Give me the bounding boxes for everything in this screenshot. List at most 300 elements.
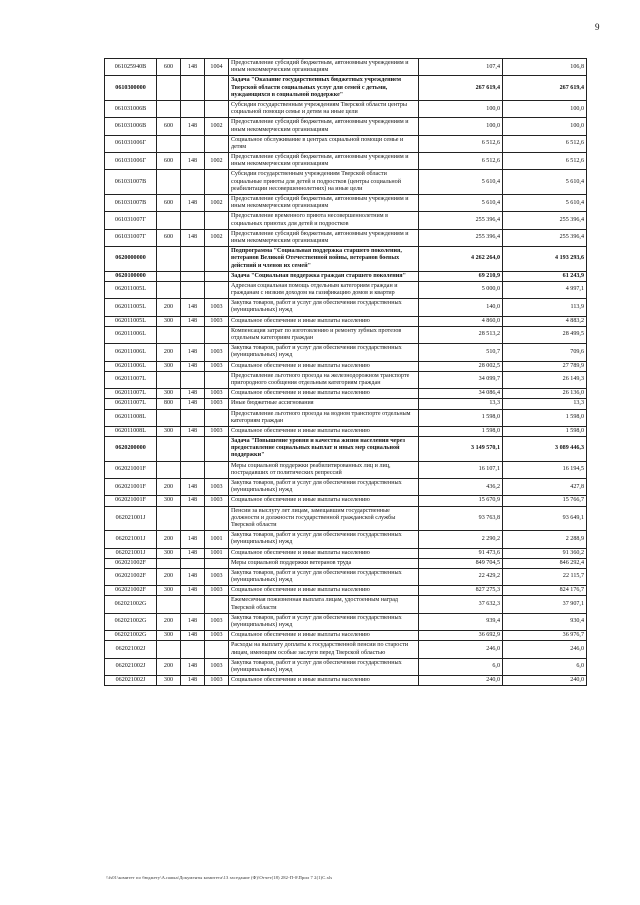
table-row: [105, 371, 587, 388]
expense-type-cell: 600: [157, 195, 181, 212]
expense-type-cell: 200: [157, 531, 181, 548]
planned-amount-cell: 4 860,0: [419, 316, 503, 326]
target-article-code-cell: 062021002G: [105, 631, 157, 641]
actual-amount-cell: 4 193 293,6: [503, 247, 587, 272]
expense-type-cell: 800: [157, 399, 181, 409]
section-code-cell: [205, 100, 229, 117]
target-article-code-cell: 062011008L: [105, 409, 157, 426]
department-code-cell: [181, 641, 205, 658]
description-cell: Субсидия государственным учреждениям Тверской области центры социальной помощи семье и детям на иные цели: [229, 100, 419, 117]
department-code-cell: 148: [181, 399, 205, 409]
section-code-cell: 1003: [205, 361, 229, 371]
target-article-code-cell: 061031007Г: [105, 212, 157, 229]
department-code-cell: 148: [181, 531, 205, 548]
planned-amount-cell: 140,0: [419, 299, 503, 316]
table-row: [105, 531, 587, 548]
expense-type-cell: 600: [157, 59, 181, 76]
department-code-cell: 148: [181, 586, 205, 596]
target-article-code-cell: 061025940В: [105, 59, 157, 76]
target-article-code-cell: 062011005L: [105, 281, 157, 298]
table-row: [105, 118, 587, 135]
table-row: [105, 496, 587, 506]
target-article-code-cell: 062011006L: [105, 326, 157, 343]
planned-amount-cell: 28 002,5: [419, 361, 503, 371]
department-code-cell: [181, 558, 205, 568]
planned-amount-cell: 15 670,9: [419, 496, 503, 506]
planned-amount-cell: 4 262 264,0: [419, 247, 503, 272]
expense-type-cell: [157, 506, 181, 531]
planned-amount-cell: 255 396,4: [419, 229, 503, 246]
section-code-cell: 1003: [205, 496, 229, 506]
description-cell: Предоставление льготного проезда на водном транспорте отдельным категориям граждан: [229, 409, 419, 426]
planned-amount-cell: 246,0: [419, 641, 503, 658]
expense-type-cell: [157, 271, 181, 281]
department-code-cell: 148: [181, 229, 205, 246]
actual-amount-cell: 26 136,0: [503, 389, 587, 399]
planned-amount-cell: 939,4: [419, 613, 503, 630]
table-row: [105, 247, 587, 272]
description-cell: Закупка товаров, работ и услуг для обеспечения государственных (муниципальных) нужд: [229, 613, 419, 630]
planned-amount-cell: 436,2: [419, 479, 503, 496]
description-cell: Предоставление временного приюта несовершеннолетним в социальных приютах для детей и подростков: [229, 212, 419, 229]
department-code-cell: 148: [181, 344, 205, 361]
table-row: [105, 426, 587, 436]
department-code-cell: [181, 596, 205, 613]
section-code-cell: 1003: [205, 316, 229, 326]
expense-type-cell: 600: [157, 118, 181, 135]
target-article-code-cell: 062021002F: [105, 558, 157, 568]
expense-type-cell: 200: [157, 658, 181, 675]
actual-amount-cell: 4 997,1: [503, 281, 587, 298]
expense-type-cell: 300: [157, 631, 181, 641]
section-code-cell: 1003: [205, 613, 229, 630]
expense-type-cell: 300: [157, 676, 181, 686]
description-cell: Социальное обеспечение и иные выплаты населению: [229, 389, 419, 399]
description-cell: Задача "Повышение уровня и качества жизни населения через предоставление социальных выплат и иных мер социальной поддержки": [229, 437, 419, 462]
department-code-cell: 148: [181, 59, 205, 76]
department-code-cell: 148: [181, 153, 205, 170]
department-code-cell: 148: [181, 299, 205, 316]
table-row: [105, 153, 587, 170]
section-code-cell: [205, 170, 229, 195]
description-cell: Предоставление субсидий бюджетным, автономным учреждениям и иным некоммерческим организациям: [229, 195, 419, 212]
actual-amount-cell: 13,3: [503, 399, 587, 409]
section-code-cell: 1003: [205, 426, 229, 436]
description-cell: Закупка товаров, работ и услуг для обеспечения государственных (муниципальных) нужд: [229, 479, 419, 496]
target-article-code-cell: 061031006В: [105, 100, 157, 117]
section-code-cell: 1003: [205, 658, 229, 675]
expense-type-cell: [157, 596, 181, 613]
target-article-code-cell: 0620200000: [105, 437, 157, 462]
table-row: [105, 299, 587, 316]
planned-amount-cell: 2 290,2: [419, 531, 503, 548]
table-body: [105, 59, 587, 686]
target-article-code-cell: 062021002F: [105, 568, 157, 585]
table-row: [105, 326, 587, 343]
planned-amount-cell: 3 149 570,1: [419, 437, 503, 462]
department-code-cell: [181, 437, 205, 462]
section-code-cell: [205, 135, 229, 152]
table-row: [105, 344, 587, 361]
target-article-code-cell: 061031007В: [105, 170, 157, 195]
actual-amount-cell: 255 396,4: [503, 212, 587, 229]
expense-type-cell: [157, 170, 181, 195]
department-code-cell: 148: [181, 568, 205, 585]
planned-amount-cell: 827 275,3: [419, 586, 503, 596]
actual-amount-cell: 91 360,2: [503, 548, 587, 558]
table-row: [105, 676, 587, 686]
description-cell: Подпрограмма "Социальная поддержка старшего поколения, ветеранов Великой Отечественной войны, ветеранов боевых действий и членов их семей": [229, 247, 419, 272]
table-row: [105, 135, 587, 152]
department-code-cell: 148: [181, 118, 205, 135]
expense-type-cell: [157, 326, 181, 343]
expense-type-cell: 300: [157, 361, 181, 371]
department-code-cell: 148: [181, 361, 205, 371]
actual-amount-cell: 27 789,9: [503, 361, 587, 371]
actual-amount-cell: 106,8: [503, 59, 587, 76]
section-code-cell: 1001: [205, 548, 229, 558]
expense-type-cell: [157, 100, 181, 117]
section-code-cell: [205, 76, 229, 101]
table-row: [105, 316, 587, 326]
target-article-code-cell: 062021002F: [105, 586, 157, 596]
actual-amount-cell: 16 194,5: [503, 461, 587, 478]
description-cell: Задача "Оказание государственных бюджетных учреждением Тверской области социальных услуг для семей с детьми, нуждающихся в социальной поддержке": [229, 76, 419, 101]
actual-amount-cell: 6,0: [503, 658, 587, 675]
planned-amount-cell: 6 512,6: [419, 153, 503, 170]
department-code-cell: [181, 170, 205, 195]
section-code-cell: 1003: [205, 299, 229, 316]
planned-amount-cell: 13,3: [419, 399, 503, 409]
table-row: [105, 409, 587, 426]
section-code-cell: 1002: [205, 195, 229, 212]
description-cell: Адресная социальная помощь отдельным категориям граждан и гражданам с низким доходом на газификацию домов и квартир: [229, 281, 419, 298]
planned-amount-cell: 1 598,0: [419, 426, 503, 436]
expense-type-cell: [157, 371, 181, 388]
section-code-cell: 1003: [205, 399, 229, 409]
actual-amount-cell: 15 766,7: [503, 496, 587, 506]
planned-amount-cell: 107,4: [419, 59, 503, 76]
department-code-cell: [181, 281, 205, 298]
actual-amount-cell: 2 288,9: [503, 531, 587, 548]
target-article-code-cell: 061031006Г: [105, 153, 157, 170]
table-row: [105, 170, 587, 195]
table-row: [105, 586, 587, 596]
department-code-cell: 148: [181, 631, 205, 641]
section-code-cell: [205, 212, 229, 229]
description-cell: Социальное обеспечение и иные выплаты населению: [229, 586, 419, 596]
expense-type-cell: 200: [157, 299, 181, 316]
description-cell: Социальное обеспечение и иные выплаты населению: [229, 496, 419, 506]
budget-expenditure-table: [104, 58, 587, 686]
planned-amount-cell: 255 396,4: [419, 212, 503, 229]
description-cell: Ежемесячная пожизненная выплата лицам, удостоенным наград Тверской области: [229, 596, 419, 613]
target-article-code-cell: 062021001F: [105, 479, 157, 496]
section-code-cell: 1003: [205, 389, 229, 399]
planned-amount-cell: 5 610,4: [419, 195, 503, 212]
actual-amount-cell: 5 610,4: [503, 170, 587, 195]
department-code-cell: [181, 212, 205, 229]
planned-amount-cell: 6,0: [419, 658, 503, 675]
planned-amount-cell: 37 632,3: [419, 596, 503, 613]
planned-amount-cell: 100,0: [419, 100, 503, 117]
section-code-cell: 1002: [205, 118, 229, 135]
target-article-code-cell: 061031007В: [105, 195, 157, 212]
expense-type-cell: [157, 558, 181, 568]
expense-type-cell: 300: [157, 316, 181, 326]
description-cell: Социальное обслуживание в центрах социальной помощи семье и детям: [229, 135, 419, 152]
planned-amount-cell: 36 692,9: [419, 631, 503, 641]
table-row: [105, 229, 587, 246]
target-article-code-cell: 0610300000: [105, 76, 157, 101]
actual-amount-cell: 37 907,1: [503, 596, 587, 613]
actual-amount-cell: 22 115,7: [503, 568, 587, 585]
department-code-cell: [181, 461, 205, 478]
table-row: [105, 76, 587, 101]
target-article-code-cell: 062021002G: [105, 596, 157, 613]
planned-amount-cell: 34 099,7: [419, 371, 503, 388]
expense-type-cell: 300: [157, 389, 181, 399]
target-article-code-cell: 062021001F: [105, 496, 157, 506]
target-article-code-cell: 0620000000: [105, 247, 157, 272]
target-article-code-cell: 062021002G: [105, 613, 157, 630]
expense-type-cell: 600: [157, 229, 181, 246]
table-row: [105, 389, 587, 399]
description-cell: Закупка товаров, работ и услуг для обеспечения государственных (муниципальных) нужд: [229, 658, 419, 675]
target-article-code-cell: 062021001J: [105, 506, 157, 531]
department-code-cell: [181, 409, 205, 426]
target-article-code-cell: 061031007Г: [105, 229, 157, 246]
actual-amount-cell: 61 243,9: [503, 271, 587, 281]
target-article-code-cell: 062011007L: [105, 399, 157, 409]
expense-type-cell: [157, 247, 181, 272]
table-row: [105, 271, 587, 281]
description-cell: Субсидии государственным учреждениям Тверской области социальные приюты для детей и подростков (центры социальной реабилитации несовершеннолетних) на иные цели: [229, 170, 419, 195]
department-code-cell: 148: [181, 426, 205, 436]
section-code-cell: [205, 558, 229, 568]
target-article-code-cell: 062011007L: [105, 389, 157, 399]
expense-type-cell: 600: [157, 153, 181, 170]
actual-amount-cell: 4 883,2: [503, 316, 587, 326]
table-row: [105, 59, 587, 76]
planned-amount-cell: 6 512,6: [419, 135, 503, 152]
target-article-code-cell: 062011008L: [105, 426, 157, 436]
table-row: [105, 548, 587, 558]
table-row: [105, 195, 587, 212]
description-cell: Социальное обеспечение и иные выплаты населению: [229, 676, 419, 686]
table-row: [105, 361, 587, 371]
target-article-code-cell: 062011005L: [105, 299, 157, 316]
expense-type-cell: 300: [157, 496, 181, 506]
expense-type-cell: [157, 135, 181, 152]
department-code-cell: [181, 271, 205, 281]
planned-amount-cell: 34 086,4: [419, 389, 503, 399]
description-cell: Социальное обеспечение и иные выплаты населению: [229, 631, 419, 641]
actual-amount-cell: 709,6: [503, 344, 587, 361]
target-article-code-cell: 062011006L: [105, 361, 157, 371]
section-code-cell: [205, 326, 229, 343]
target-article-code-cell: 062021002J: [105, 658, 157, 675]
expense-type-cell: 200: [157, 613, 181, 630]
expense-type-cell: 300: [157, 548, 181, 558]
actual-amount-cell: 1 598,0: [503, 409, 587, 426]
description-cell: Компенсация затрат по изготовлению и ремонту зубных протезов отдельным категориям граждан: [229, 326, 419, 343]
actual-amount-cell: 100,0: [503, 100, 587, 117]
planned-amount-cell: 240,0: [419, 676, 503, 686]
department-code-cell: 148: [181, 658, 205, 675]
section-code-cell: 1002: [205, 153, 229, 170]
section-code-cell: 1003: [205, 479, 229, 496]
section-code-cell: [205, 247, 229, 272]
actual-amount-cell: 1 598,0: [503, 426, 587, 436]
description-cell: Меры социальной поддержки ветеранов труда: [229, 558, 419, 568]
target-article-code-cell: 062021001J: [105, 531, 157, 548]
actual-amount-cell: 93 649,1: [503, 506, 587, 531]
actual-amount-cell: 846 292,4: [503, 558, 587, 568]
expense-type-cell: [157, 641, 181, 658]
planned-amount-cell: 28 513,2: [419, 326, 503, 343]
actual-amount-cell: 6 512,6: [503, 135, 587, 152]
target-article-code-cell: 0620100000: [105, 271, 157, 281]
actual-amount-cell: 427,8: [503, 479, 587, 496]
expense-type-cell: [157, 409, 181, 426]
section-code-cell: 1003: [205, 568, 229, 585]
actual-amount-cell: 5 610,4: [503, 195, 587, 212]
section-code-cell: [205, 437, 229, 462]
table-row: [105, 506, 587, 531]
section-code-cell: [205, 596, 229, 613]
actual-amount-cell: 824 176,7: [503, 586, 587, 596]
target-article-code-cell: 062011007L: [105, 371, 157, 388]
actual-amount-cell: 36 976,7: [503, 631, 587, 641]
target-article-code-cell: 061031006Г: [105, 135, 157, 152]
target-article-code-cell: 062011006L: [105, 344, 157, 361]
section-code-cell: 1001: [205, 531, 229, 548]
section-code-cell: [205, 641, 229, 658]
table-row: [105, 479, 587, 496]
planned-amount-cell: 267 619,4: [419, 76, 503, 101]
expense-type-cell: 300: [157, 586, 181, 596]
planned-amount-cell: 510,7: [419, 344, 503, 361]
table-row: [105, 568, 587, 585]
department-code-cell: 148: [181, 195, 205, 212]
planned-amount-cell: 22 429,2: [419, 568, 503, 585]
actual-amount-cell: 26 149,3: [503, 371, 587, 388]
section-code-cell: 1002: [205, 229, 229, 246]
department-code-cell: [181, 371, 205, 388]
description-cell: Закупка товаров, работ и услуг для обеспечения государственных (муниципальных) нужд: [229, 299, 419, 316]
description-cell: Предоставление субсидий бюджетным, автономным учреждениям и иным некоммерческим организациям: [229, 118, 419, 135]
department-code-cell: [181, 326, 205, 343]
actual-amount-cell: 240,0: [503, 676, 587, 686]
department-code-cell: 148: [181, 479, 205, 496]
target-article-code-cell: 062011005L: [105, 316, 157, 326]
planned-amount-cell: 5 610,4: [419, 170, 503, 195]
department-code-cell: [181, 247, 205, 272]
table-row: [105, 613, 587, 630]
department-code-cell: 148: [181, 548, 205, 558]
department-code-cell: [181, 100, 205, 117]
section-code-cell: [205, 409, 229, 426]
planned-amount-cell: 1 598,0: [419, 409, 503, 426]
section-code-cell: 1003: [205, 676, 229, 686]
description-cell: Социальное обеспечение и иные выплаты населению: [229, 548, 419, 558]
table-row: [105, 658, 587, 675]
planned-amount-cell: 91 473,6: [419, 548, 503, 558]
section-code-cell: 1003: [205, 586, 229, 596]
expense-type-cell: 200: [157, 479, 181, 496]
department-code-cell: 148: [181, 496, 205, 506]
description-cell: Закупка товаров, работ и услуг для обеспечения государственных (муниципальных) нужд: [229, 344, 419, 361]
actual-amount-cell: 930,4: [503, 613, 587, 630]
description-cell: Социальное обеспечение и иные выплаты населению: [229, 361, 419, 371]
table-row: [105, 100, 587, 117]
department-code-cell: 148: [181, 613, 205, 630]
section-code-cell: [205, 461, 229, 478]
section-code-cell: 1004: [205, 59, 229, 76]
description-cell: Задача "Социальная поддержка граждан старшего поколения": [229, 271, 419, 281]
department-code-cell: [181, 135, 205, 152]
table-row: [105, 461, 587, 478]
page-number-marker: 9: [595, 22, 600, 32]
expense-type-cell: [157, 461, 181, 478]
target-article-code-cell: 062021002J: [105, 676, 157, 686]
table-row: [105, 631, 587, 641]
expense-type-cell: 200: [157, 344, 181, 361]
actual-amount-cell: 100,0: [503, 118, 587, 135]
expense-type-cell: 300: [157, 426, 181, 436]
expense-type-cell: [157, 437, 181, 462]
actual-amount-cell: 3 089 446,3: [503, 437, 587, 462]
section-code-cell: [205, 506, 229, 531]
table-row: [105, 596, 587, 613]
actual-amount-cell: 28 499,5: [503, 326, 587, 343]
planned-amount-cell: 849 704,5: [419, 558, 503, 568]
description-cell: Предоставление льготного проезда на железнодорожном транспорте пригородного сообщения отдельным категориям граждан: [229, 371, 419, 388]
table-row: [105, 558, 587, 568]
table-row: [105, 281, 587, 298]
department-code-cell: 148: [181, 316, 205, 326]
section-code-cell: [205, 271, 229, 281]
description-cell: Социальное обеспечение и иные выплаты населению: [229, 426, 419, 436]
table-row: [105, 399, 587, 409]
description-cell: Закупка товаров, работ и услуг для обеспечения государственных (муниципальных) нужд: [229, 568, 419, 585]
description-cell: Закупка товаров, работ и услуг для обеспечения государственных (муниципальных) нужд: [229, 531, 419, 548]
description-cell: Пенсии за выслугу лет лицам, замещавшим государственные должности и должности государственной гражданской службы Тверской области: [229, 506, 419, 531]
actual-amount-cell: 255 396,4: [503, 229, 587, 246]
target-article-code-cell: 062021001F: [105, 461, 157, 478]
table-row: [105, 437, 587, 462]
section-code-cell: [205, 281, 229, 298]
description-cell: Социальное обеспечение и иные выплаты населению: [229, 316, 419, 326]
description-cell: Иные бюджетные ассигнования: [229, 399, 419, 409]
expense-type-cell: 200: [157, 568, 181, 585]
planned-amount-cell: 69 210,9: [419, 271, 503, 281]
section-code-cell: 1003: [205, 631, 229, 641]
footer-file-path: \\fs01\комитет по бюджету\А.папка\Документы комитета\13 заседание (Ф)\Отчет(18) 282-П-0\Прил 7 2(1)С.xls: [106, 875, 333, 880]
section-code-cell: [205, 371, 229, 388]
target-article-code-cell: 062021001J: [105, 548, 157, 558]
actual-amount-cell: 267 619,4: [503, 76, 587, 101]
actual-amount-cell: 113,9: [503, 299, 587, 316]
description-cell: Расходы на выплату доплаты к государственной пенсии по старости лицам, имеющим особые заслуги перед Тверской областью: [229, 641, 419, 658]
department-code-cell: [181, 506, 205, 531]
planned-amount-cell: 93 763,8: [419, 506, 503, 531]
expense-type-cell: [157, 76, 181, 101]
department-code-cell: 148: [181, 389, 205, 399]
actual-amount-cell: 6 512,6: [503, 153, 587, 170]
description-cell: Предоставление субсидий бюджетным, автономным учреждениям и иным некоммерческим организациям: [229, 153, 419, 170]
